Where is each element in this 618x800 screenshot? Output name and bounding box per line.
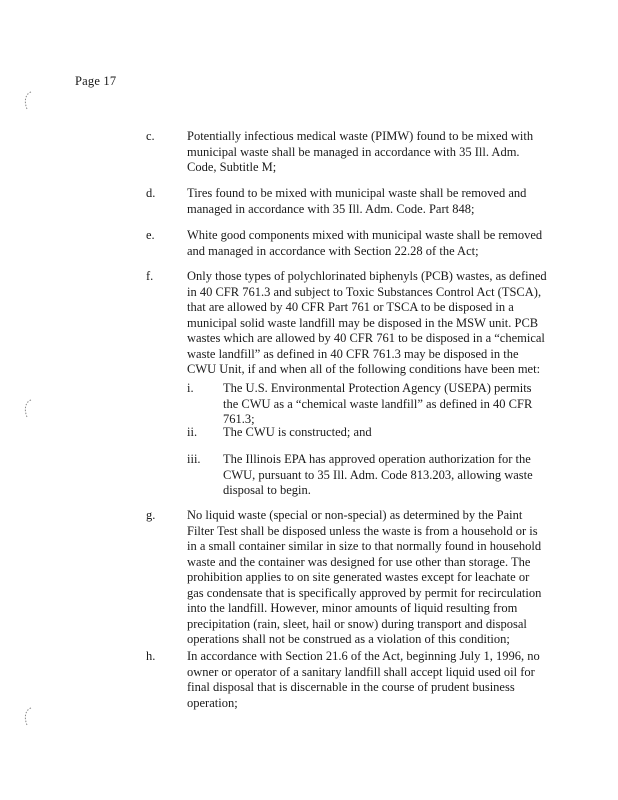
binding-mark: [20, 90, 34, 112]
item-text-e: White good components mixed with municipal waste shall be removed and managed in accordance with Section 22.28 of the Act;: [187, 228, 543, 258]
page-number: Page 17: [75, 74, 117, 88]
subitem-text: The Illinois EPA has approved operation authorization for the CWU, pursuant to 35 Ill. Adm. Code 813.203, allowing waste disposal to begin.: [223, 452, 533, 497]
item-label-g: g.: [146, 508, 156, 522]
subitem-label: i.: [187, 381, 194, 395]
item-text-g: No liquid waste (special or non-special) as determined by the Paint Filter Test shall be disposed unless the waste is from a household or is in a small container similar in size to that normally found in household waste and the container was designed for use other than storage. The prohibition applies to on site generated wastes except for leachate or gas condensate that is specifically approved by permit for recirculation into the landfill. However, minor amounts of liquid resulting from precipitation (rain, sleet, hail or snow) during transport and disposal operations shall not be construed as a violation of this condition;: [187, 508, 542, 646]
item-label-f: f.: [146, 269, 154, 283]
subitem-text: The U.S. Environmental Protection Agency (USEPA) permits the CWU as a “chemical waste landfill” as defined in 40 CFR 761.3;: [223, 381, 533, 426]
item-text-f: Only those types of polychlorinated biphenyls (PCB) wastes, as defined in 40 CFR 761.3 and subject to Toxic Substances Control Act (TSCA), that are allowed by 40 CFR Part 761 or TSCA to be disposed in a municipal solid waste landfill may be disposed in the MSW unit. PCB wastes which are allowed by 40 CFR 761 to be disposed in a “chemical waste landfill” as defined in 40 CFR 761.3 may be disposed in the CWU Unit, if and when all of the following conditions have been met:: [187, 269, 547, 376]
item-label-e: e.: [146, 228, 155, 242]
item-text-d: Tires found to be mixed with municipal waste shall be removed and managed in accordance with 35 Ill. Adm. Code. Part 848;: [187, 186, 527, 216]
subitem-label: iii.: [187, 452, 201, 466]
item-label-d: d.: [146, 186, 156, 200]
subitem-text: The CWU is constructed; and: [223, 425, 372, 439]
item-label-c: c.: [146, 129, 155, 143]
binding-mark: [20, 398, 34, 420]
item-label-h: h.: [146, 649, 156, 663]
binding-mark: [20, 706, 34, 728]
item-text-h: In accordance with Section 21.6 of the Act, beginning July 1, 1996, no owner or operator of a sanitary landfill shall accept liquid used oil for final disposal that is discernable in the course of prudent business operation;: [187, 649, 540, 710]
subitem-label: ii.: [187, 425, 198, 439]
item-text-c: Potentially infectious medical waste (PIMW) found to be mixed with municipal waste shall be managed in accordance with 35 Ill. Adm. Code, Subtitle M;: [187, 129, 534, 174]
